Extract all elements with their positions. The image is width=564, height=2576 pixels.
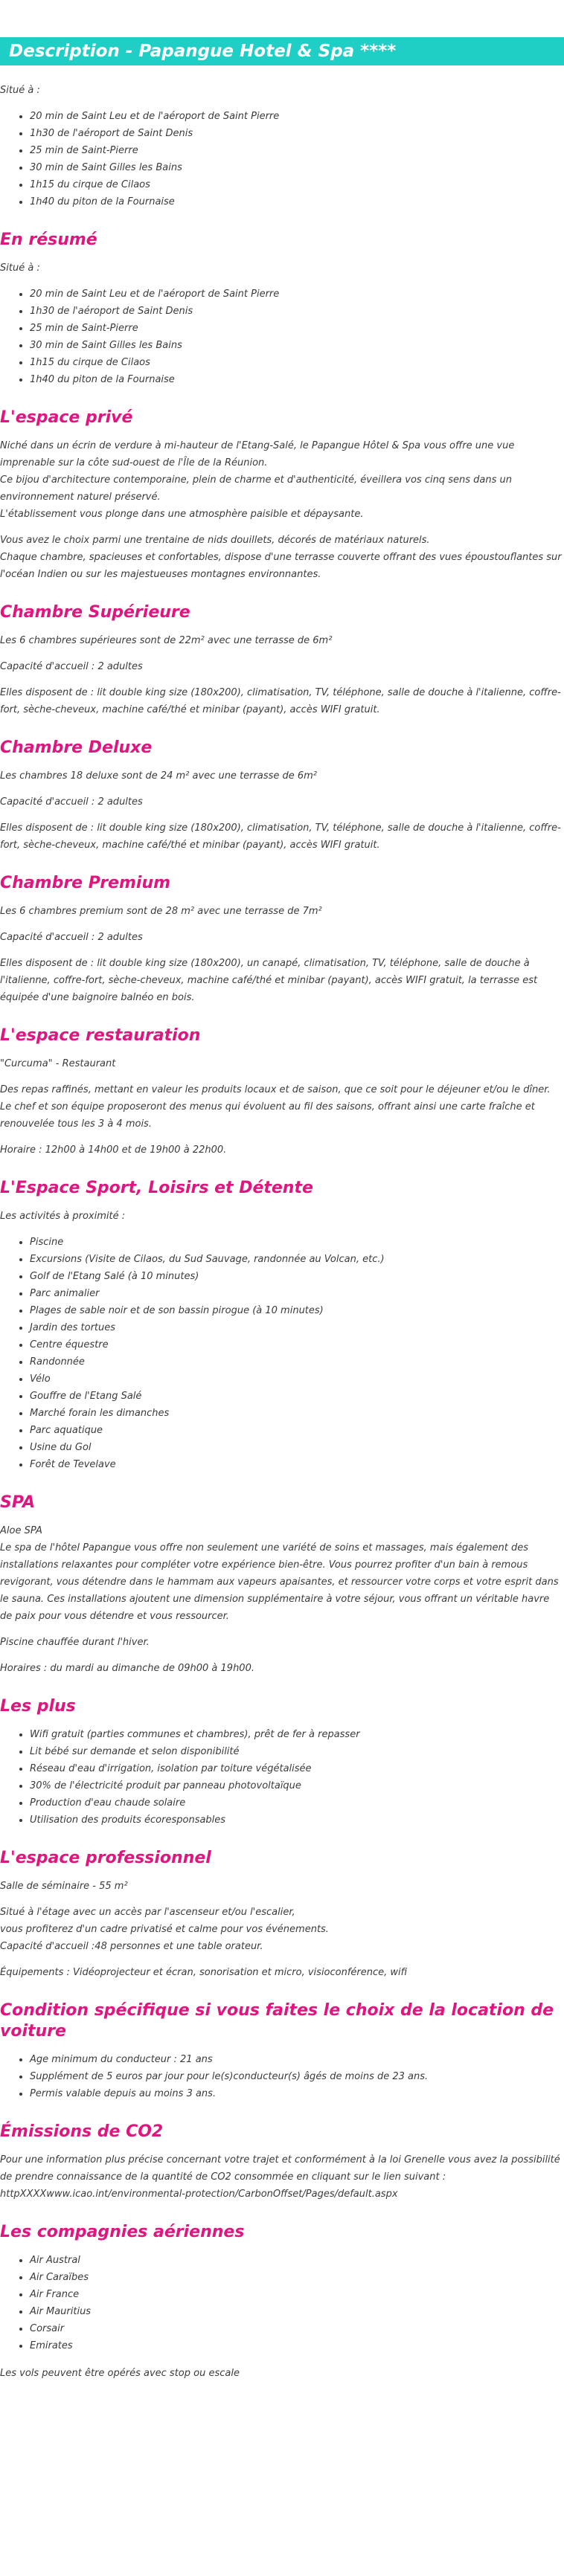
section-title-spa: SPA <box>0 1493 35 1512</box>
list-item: • 30 min de Saint Gilles les Bains <box>30 159 563 176</box>
restaurant-name: "Curcuma" - Restaurant <box>0 1058 116 1069</box>
pro-room: Salle de séminaire - 55 m² <box>0 1881 128 1892</box>
description-banner <box>0 37 564 65</box>
restaurant-description <box>0 1081 563 1133</box>
list-item: • Permis valable depuis au moins 3 ans. <box>30 2085 563 2102</box>
pro-paragraph: vous profiterez d'un cadre privatisé et calme pour vos événements. <box>0 1924 329 1935</box>
prive-paragraph: Vous avez le choix parmi une trentaine de nids douillets, décorés de matériaux naturels. <box>0 535 430 546</box>
section-title-compagnies: Les compagnies aériennes <box>0 2223 245 2241</box>
intro-list <box>0 108 563 210</box>
list-item: • Plages de sable noir et de son bassin pirogue (à 10 minutes) <box>30 1302 563 1319</box>
list-item: • Jardin des tortues <box>30 1319 563 1336</box>
co2-link[interactable]: httpXXXXwww.icao.int/environmental-protection/CarbonOffset/Pages/default.aspx <box>0 2189 398 2200</box>
pro-paragraph: Capacité d'accueil :48 personnes et une table orateur. <box>0 1941 263 1952</box>
spa-pool: Piscine chauffée durant l'hiver. <box>0 1637 150 1648</box>
list-item: • 1h30 de l'aéroport de Saint Denis <box>30 303 563 320</box>
list-item: • Wifi gratuit (parties communes et chambres), prêt de fer à repasser <box>30 1726 563 1743</box>
list-item: • 30% de l'électricité produit par panneau photovoltaïque <box>30 1777 563 1794</box>
list-item: • Piscine <box>30 1234 563 1251</box>
list-item: • Randonnée <box>30 1353 563 1371</box>
list-item: • Emirates <box>30 2337 563 2354</box>
list-item: • 1h30 de l'aéroport de Saint Denis <box>30 125 563 142</box>
content <box>0 65 564 2382</box>
section-title-co2: Émissions de CO2 <box>0 2122 164 2141</box>
list-item: • Lit bébé sur demande et selon disponibilité <box>30 1743 563 1760</box>
co2-text <box>0 2151 563 2203</box>
list-item: • 20 min de Saint Leu et de l'aéroport de Saint Pierre <box>30 286 563 303</box>
list-item: • Parc animalier <box>30 1285 563 1302</box>
compagnies-list <box>0 2252 563 2354</box>
spa-description <box>0 1522 563 1625</box>
section-title-sport: L'Espace Sport, Loisirs et Détente <box>0 1179 313 1197</box>
superieure-size: Les 6 chambres supérieures sont de 22m² avec une terrasse de 6m² <box>0 635 333 646</box>
plus-list <box>0 1726 563 1829</box>
premium-equipment: Elles disposent de : lit double king size (180x200), un canapé, climatisation, TV, téléphone, salle de douche à l'italienne, coffre-fort, sèche-cheveux, machine café/thé et minibar (payant), accès WIFI gratuit, la terrasse est équipée d'une baignoire balnéo en bois. <box>0 958 538 1003</box>
premium-capacity: Capacité d'accueil : 2 adultes <box>0 932 143 943</box>
resume-situe: Situé à : <box>0 263 40 274</box>
list-item: • Parc aquatique <box>30 1422 563 1439</box>
section-title-resume: En résumé <box>0 231 97 249</box>
list-item: • Air France <box>30 2286 563 2303</box>
list-item: • Vélo <box>30 1371 563 1388</box>
pro-paragraph: Situé à l'étage avec un accès par l'ascenseur et/ou l'escalier, <box>0 1907 295 1918</box>
list-item: • Utilisation des produits écoresponsables <box>30 1812 563 1829</box>
premium-size: Les 6 chambres premium sont de 28 m² avec une terrasse de 7m² <box>0 906 322 917</box>
list-item: • Excursions (Visite de Cilaos, du Sud Sauvage, randonnée au Volcan, etc.) <box>30 1251 563 1268</box>
list-item: • Production d'eau chaude solaire <box>30 1794 563 1812</box>
spa-paragraph: Le spa de l'hôtel Papangue vous offre non seulement une variété de soins et massages, mais également des installations relaxantes pour compléter votre expérience bien-être. Vous pourrez profiter d'un bain à remous revigorant, vous détendre dans le hammam aux vapeurs apaisantes, et ressourcer votre corps et votre esprit dans le sauna. Ces installations ajoutent une dimension supplémentaire à votre séjour, vous offrant un véritable havre de paix pour vous détendre et vous ressourcer. <box>0 1542 559 1622</box>
list-item: • Gouffre de l'Etang Salé <box>30 1388 563 1405</box>
list-item: • 25 min de Saint-Pierre <box>30 320 563 337</box>
restaurant-paragraph: Le chef et son équipe proposeront des menus qui évoluent au fil des saisons, offrant ainsi une carte fraîche et renouvelée tous les 3 à 4 mois. <box>0 1101 535 1130</box>
condition-list <box>0 2051 563 2102</box>
prive-paragraph: Chaque chambre, spacieuses et confortables, dispose d'une terrasse couverte offrant des vues époustouflantes sur l'océan Indien ou sur les majestueuses montagnes environnantes. <box>0 552 562 580</box>
restaurant-hours: Horaire : 12h00 à 14h00 et de 19h00 à 22h00. <box>0 1144 227 1156</box>
intro-situe: Situé à : <box>0 85 40 96</box>
section-title-condition: Condition spécifique si vous faites le choix de la location de voiture <box>0 2001 554 2041</box>
sport-intro: Les activités à proximité : <box>0 1211 126 1222</box>
list-item: • 1h40 du piton de la Fournaise <box>30 371 563 388</box>
prive-paragraph: Ce bijou d'architecture contemporaine, plein de charme et d'authenticité, éveillera vos cinq sens dans un environnement naturel préservé. <box>0 474 512 503</box>
list-item: • Air Mauritius <box>30 2303 563 2320</box>
list-item: • Réseau d'eau d'irrigation, isolation par toiture végétalisée <box>30 1760 563 1777</box>
list-item: • Age minimum du conducteur : 21 ans <box>30 2051 563 2068</box>
section-title-plus: Les plus <box>0 1697 76 1716</box>
deluxe-capacity: Capacité d'accueil : 2 adultes <box>0 796 143 808</box>
spa-hours: Horaires : du mardi au dimanche de 09h00 à 19h00. <box>0 1663 254 1674</box>
prive-paragraph: Niché dans un écrin de verdure à mi-hauteur de l'Etang-Salé, le Papangue Hôtel & Spa vous offre une vue imprenable sur la côte sud-ouest de l'Île de la Réunion. <box>0 440 515 468</box>
list-item: • 1h15 du cirque de Cilaos <box>30 176 563 193</box>
list-item: • 25 min de Saint-Pierre <box>30 142 563 159</box>
list-item: • 20 min de Saint Leu et de l'aéroport de Saint Pierre <box>30 108 563 125</box>
list-item: • Forêt de Tevelave <box>30 1456 563 1473</box>
list-item: • Corsair <box>30 2320 563 2337</box>
prive-block-1 <box>0 437 563 523</box>
deluxe-equipment: Elles disposent de : lit double king size (180x200), climatisation, TV, téléphone, salle de douche à l'italienne, coffre-fort, sèche-cheveux, machine café/thé et minibar (payant), accès WIFI gratuit. <box>0 822 561 851</box>
sport-list <box>0 1234 563 1473</box>
list-item: • Golf de l'Etang Salé (à 10 minutes) <box>30 1268 563 1285</box>
section-title-deluxe: Chambre Deluxe <box>0 738 153 757</box>
section-title-premium: Chambre Premium <box>0 874 171 892</box>
list-item: • Air Caraïbes <box>30 2269 563 2286</box>
list-item: • Supplément de 5 euros par jour pour le(s)conducteur(s) âgés de moins de 23 ans. <box>30 2068 563 2085</box>
deluxe-size: Les chambres 18 deluxe sont de 24 m² avec une terrasse de 6m² <box>0 770 318 782</box>
list-item: • 1h15 du cirque de Cilaos <box>30 354 563 371</box>
page <box>0 37 564 2382</box>
pro-description <box>0 1904 563 1955</box>
list-item: • Usine du Gol <box>30 1439 563 1456</box>
compagnies-note: Les vols peuvent être opérés avec stop ou escale <box>0 2368 240 2379</box>
superieure-equipment: Elles disposent de : lit double king size (180x200), climatisation, TV, téléphone, salle de douche à l'italienne, coffre-fort, sèche-cheveux, machine café/thé et minibar (payant), accès WIFI gratuit. <box>0 687 561 715</box>
page-title: Description - Papangue Hotel & Spa **** <box>9 42 397 61</box>
superieure-capacity: Capacité d'accueil : 2 adultes <box>0 661 143 672</box>
prive-paragraph: L'établissement vous plonge dans une atmosphère paisible et dépaysante. <box>0 509 364 520</box>
section-title-pro: L'espace professionnel <box>0 1849 211 1867</box>
restaurant-paragraph: Des repas raffinés, mettant en valeur les produits locaux et de saison, que ce soit pour le déjeuner et/ou le dîner. <box>0 1084 551 1095</box>
spa-name: Aloe SPA <box>0 1525 42 1536</box>
list-item: • 30 min de Saint Gilles les Bains <box>30 337 563 354</box>
list-item: • Air Austral <box>30 2252 563 2269</box>
section-title-superieure: Chambre Supérieure <box>0 603 190 622</box>
co2-paragraph: Pour une information plus précise concernant votre trajet et conformément à la loi Grenelle vous avez la possibilité de prendre connaissance de la quantité de CO2 consommée en cliquant sur le lien suivant : <box>0 2154 560 2183</box>
resume-list <box>0 286 563 388</box>
section-title-restauration: L'espace restauration <box>0 1026 201 1045</box>
prive-block-2 <box>0 532 563 583</box>
section-title-prive: L'espace privé <box>0 408 133 427</box>
list-item: • Marché forain les dimanches <box>30 1405 563 1422</box>
list-item: • Centre équestre <box>30 1336 563 1353</box>
pro-equipment: Équipements : Vidéoprojecteur et écran, sonorisation et micro, visioconférence, wifi <box>0 1967 408 1978</box>
list-item: • 1h40 du piton de la Fournaise <box>30 193 563 210</box>
